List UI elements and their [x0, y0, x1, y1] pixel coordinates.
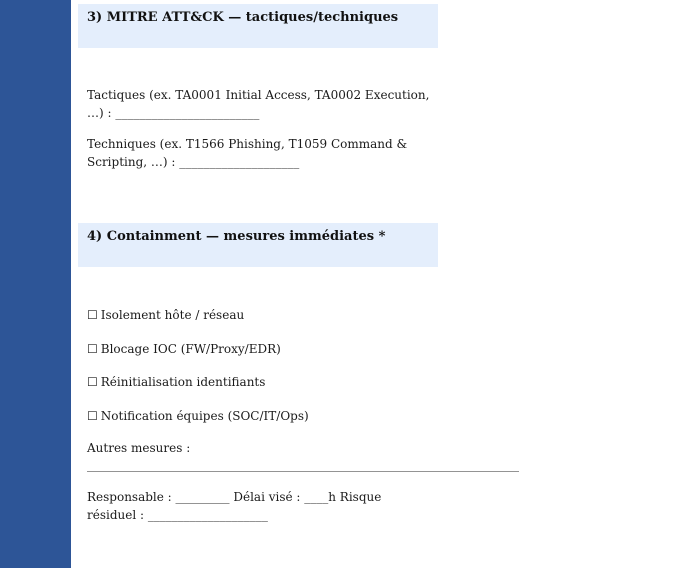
other-measures-field[interactable]: ________________________________________________________________________ [87, 458, 519, 472]
techniques-field[interactable]: Techniques (ex. T1566 Phishing, T1059 Command & Scripting, …) : ____________________ [87, 137, 408, 169]
option-label: Notification équipes (SOC/IT/Ops) [100, 409, 309, 423]
option-label: Isolement hôte / réseau [100, 308, 245, 322]
other-measures-label: Autres mesures : [87, 441, 191, 455]
checkbox-icon[interactable]: ☐ [87, 308, 98, 322]
section-3-title: 3) MITRE ATT&CK — tactiques/techniques [78, 4, 438, 48]
option-ioc-block[interactable] [87, 340, 432, 358]
option-label: Blocage IOC (FW/Proxy/EDR) [100, 342, 281, 356]
option-label: Réinitialisation identifiants [100, 375, 266, 389]
sidebar-strip [0, 0, 71, 568]
option-credential-reset[interactable] [87, 373, 432, 391]
option-isolation[interactable] [87, 306, 432, 324]
section-4-title: 4) Containment — mesures immédiates * [78, 223, 438, 267]
option-team-notification[interactable] [87, 407, 432, 425]
owner-deadline-risk-line[interactable]: Responsable : _________ Délai visé : ____h Risque résiduel : ____________________ [87, 490, 382, 522]
checkbox-icon[interactable]: ☐ [87, 375, 98, 389]
checkbox-icon[interactable]: ☐ [87, 409, 98, 423]
tactics-field[interactable]: Tactiques (ex. TA0001 Initial Access, TA0002 Execution, …) : ________________________ [87, 88, 430, 120]
checkbox-icon[interactable]: ☐ [87, 342, 98, 356]
